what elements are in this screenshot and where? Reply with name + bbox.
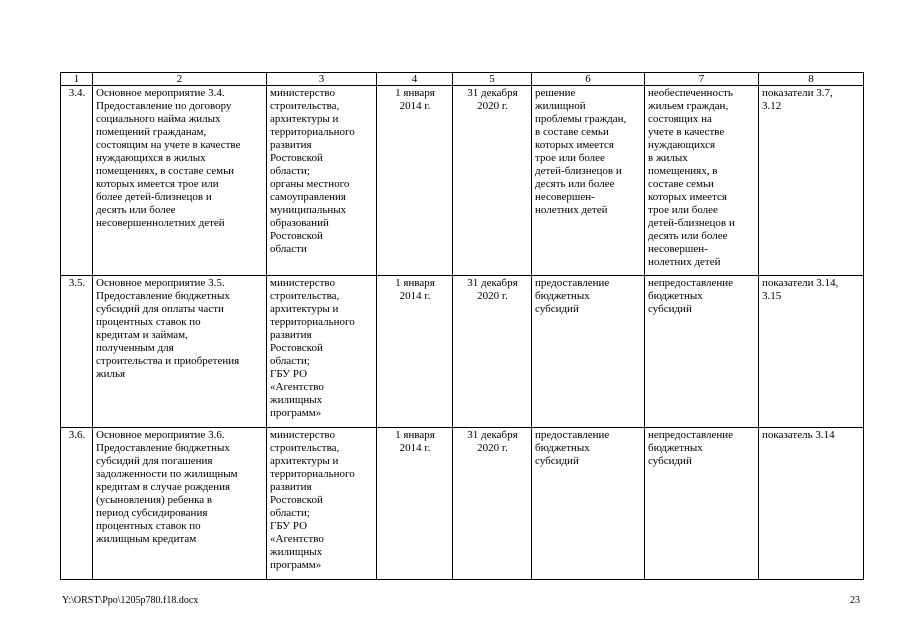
column-header: 8	[759, 73, 864, 86]
column-header: 6	[532, 73, 645, 86]
table-row	[61, 428, 864, 580]
end-date: 31 декабря 2020 г.	[453, 86, 532, 276]
event-name: Основное мероприятие 3.6. Предоставление бюджетных субсидий для погашения задолженности по жилищным кредитам в случае рождения (усыновления) ребенка в период субсидирования процентных ставок по жилищным кредитам	[93, 428, 267, 580]
start-date: 1 января 2014 г.	[377, 276, 453, 428]
start-date: 1 января 2014 г.	[377, 428, 453, 580]
page-number: 23	[850, 595, 860, 606]
related-indicators: показатели 3.7, 3.12	[759, 86, 864, 276]
start-date: 1 января 2014 г.	[377, 86, 453, 276]
non-implementation-consequence: необеспеченность жильем граждан, состоящих на учете в качестве нуждающихся в жилых помещениях, в составе семьи которых имеется трое или более детей-близнецов и десять или более несовершен- нолетних детей	[645, 86, 759, 276]
executor: министерство строительства, архитектуры и территориального развития Ростовской области; органы местного самоуправления муниципальных образований Ростовской области	[267, 86, 377, 276]
row-number: 3.4.	[61, 86, 93, 276]
non-implementation-consequence: непредоставление бюджетных субсидий	[645, 276, 759, 428]
end-date: 31 декабря 2020 г.	[453, 428, 532, 580]
column-header: 4	[377, 73, 453, 86]
event-name: Основное мероприятие 3.4. Предоставление по договору социального найма жилых помещений гражданам, состоящим на учете в качестве нуждающихся в жилых помещениях, в составе семьи которых имеется трое или более детей-близнецов и десять или более несовершеннолетних детей	[93, 86, 267, 276]
column-header: 3	[267, 73, 377, 86]
column-header: 7	[645, 73, 759, 86]
expected-result: предоставление бюджетных субсидий	[532, 428, 645, 580]
document-file-path: Y:\ORST\Ppo\1205p780.f18.docx	[62, 595, 199, 606]
end-date: 31 декабря 2020 г.	[453, 276, 532, 428]
related-indicators: показатель 3.14	[759, 428, 864, 580]
related-indicators: показатели 3.14, 3.15	[759, 276, 864, 428]
table-row	[61, 276, 864, 428]
row-number: 3.5.	[61, 276, 93, 428]
table-row	[61, 86, 864, 276]
program-events-table	[60, 72, 864, 580]
column-header: 1	[61, 73, 93, 86]
column-header: 2	[93, 73, 267, 86]
executor: министерство строительства, архитектуры и территориального развития Ростовской области; ГБУ РО «Агентство жилищных программ»	[267, 276, 377, 428]
expected-result: решение жилищной проблемы граждан, в составе семьи которых имеется трое или более детей-близнецов и десять или более несовершен- нолетних детей	[532, 86, 645, 276]
row-number: 3.6.	[61, 428, 93, 580]
event-name: Основное мероприятие 3.5. Предоставление бюджетных субсидий для оплаты части процентных ставок по кредитам и займам, полученным для строительства и приобретения жилья	[93, 276, 267, 428]
expected-result: предоставление бюджетных субсидий	[532, 276, 645, 428]
column-header: 5	[453, 73, 532, 86]
non-implementation-consequence: непредоставление бюджетных субсидий	[645, 428, 759, 580]
executor: министерство строительства, архитектуры и территориального развития Ростовской области; ГБУ РО «Агентство жилищных программ»	[267, 428, 377, 580]
column-number-row	[61, 73, 864, 86]
